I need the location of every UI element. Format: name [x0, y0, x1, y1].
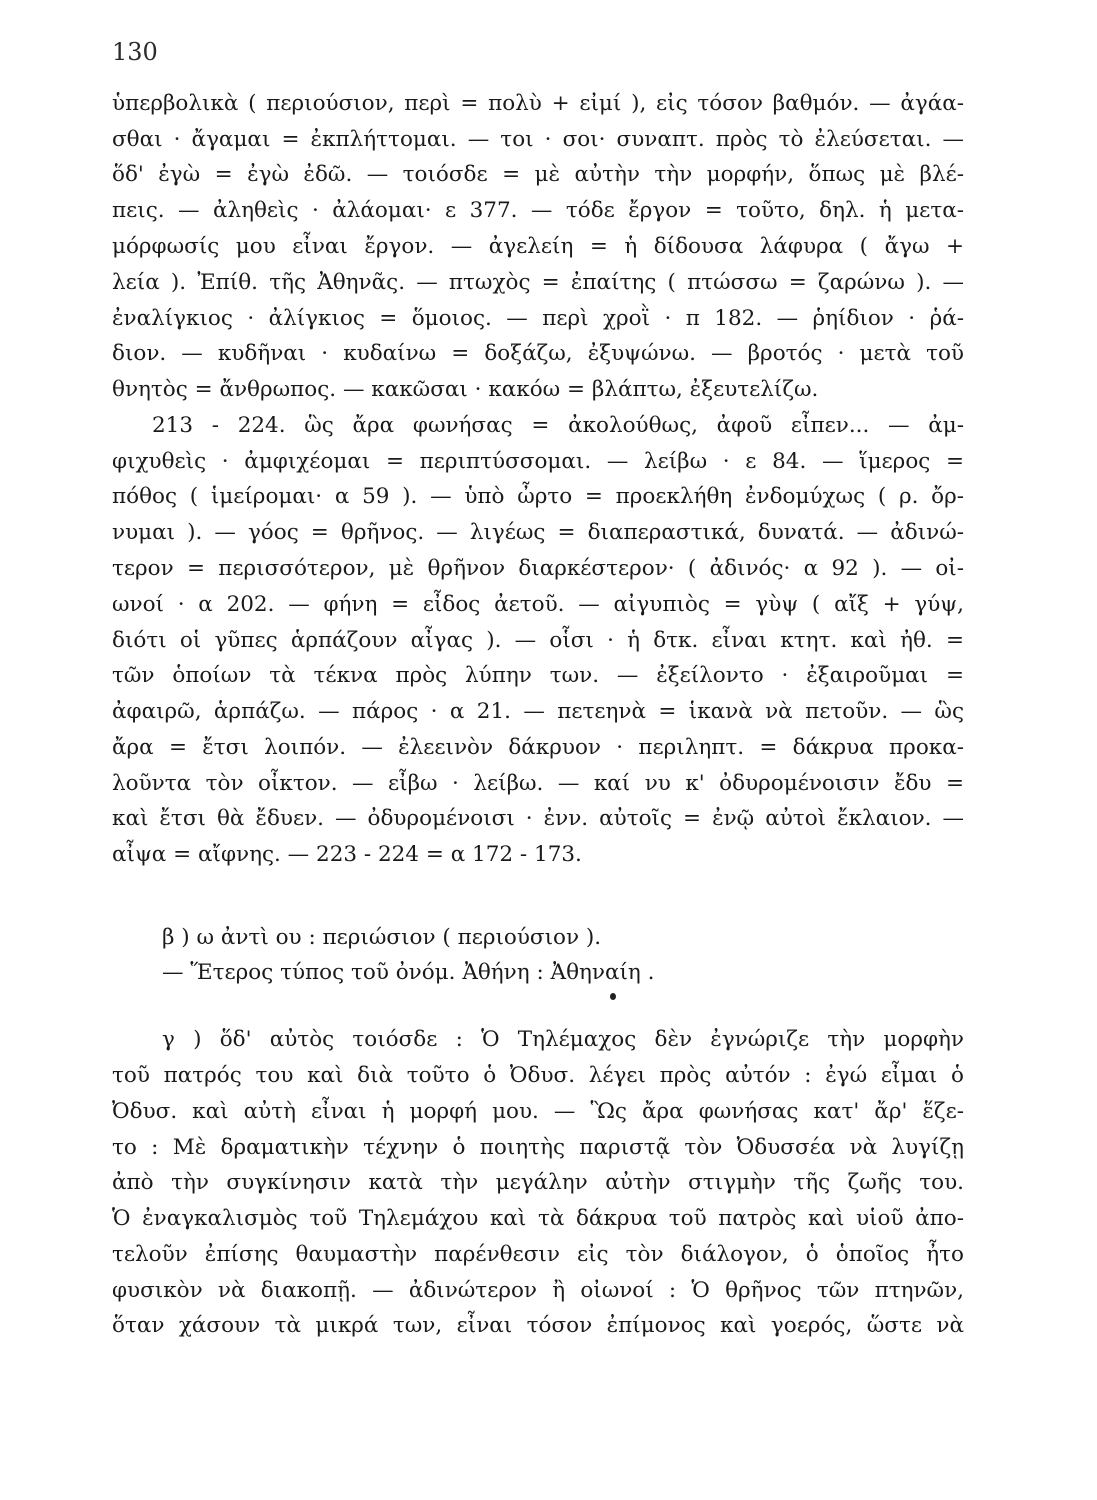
text-line: ἀπὸ τὴν συγκίνησιν κατὰ τὴν μεγάλην αὐτὴν στιγμὴν τῆς ζωῆς του.	[112, 1170, 964, 1195]
stray-dot	[610, 993, 616, 1000]
text-line: μόρφωσίς μου εἶναι ἔργον. — ἀγελείη = ἡ δίδουσα λάφυρα ( ἄγω +	[112, 234, 964, 259]
text-line: πόθος ( ἱμείρομαι· α 59 ). — ὑπὸ ὦρτο = προεκλήθη ἐνδομύχως ( ρ. ὄρ-	[112, 484, 964, 509]
text-line: Ὀδυσ. καὶ αὐτὴ εἶναι ἡ μορφή μου. — Ὣς ἄρα φωνήσας κατ' ἄρ' ἕζε-	[112, 1099, 964, 1124]
text-line: διότι οἱ γῦπες ἁρπάζουν αἶγας ). — οἷσι · ἡ δτκ. εἶναι κτητ. καὶ ἠθ. =	[112, 628, 964, 653]
text-line: τοῦ πατρός του καὶ διὰ τοῦτο ὁ Ὀδυσ. λέγει πρὸς αὐτόν : ἐγώ εἶμαι ὁ	[112, 1063, 964, 1088]
text-line: λοῦντα τὸν οἶκτον. — εἶβω · λείβω. — καί νυ κ' ὀδυρομένοισιν ἔδυ =	[112, 771, 964, 796]
text-line: Ὁ ἐναγκαλισμὸς τοῦ Τηλεμάχου καὶ τὰ δάκρυα τοῦ πατρὸς καὶ υἱοῦ ἀπο-	[112, 1206, 964, 1231]
text-line: τελοῦν ἐπίσης θαυμαστὴν παρένθεσιν εἰς τὸν διάλογον, ὁ ὁποῖος ἦτο	[112, 1242, 964, 1267]
text-line: νυμαι ). — γόος = θρῆνος. — λιγέως = διαπεραστικά, δυνατά. — ἀδινώ-	[112, 520, 964, 545]
text-line: γ ) ὅδ' αὐτὸς τοιόσδε : Ὁ Τηλέμαχος δὲν ἐγνώριζε τὴν μορφὴν	[162, 1027, 964, 1052]
text-line: αἶψα = αἴφνης. — 223 - 224 = α 172 - 173.	[112, 842, 582, 867]
text-line: ἐναλίγκιος · ἀλίγκιος = ὅμοιος. — περὶ χροῒ · π 182. — ῥηίδιον · ῥά-	[112, 306, 964, 331]
text-line: τῶν ὁποίων τὰ τέκνα πρὸς λύπην των. — ἐξείλοντο · ἐξαιροῦμαι =	[112, 663, 964, 688]
text-line: ἄρα = ἔτσι λοιπόν. — ἐλεεινὸν δάκρυον · περιληπτ. = δάκρυα προκα-	[112, 735, 964, 760]
text-line: 213 - 224. ὣς ἄρα φωνήσας = ἀκολούθως, ἀφοῦ εἶπεν... — ἀμ-	[152, 413, 964, 438]
text-line: σθαι · ἄγαμαι = ἐκπλήττομαι. — τοι · σοι· συναπτ. πρὸς τὸ ἐλεύσεται. —	[112, 127, 964, 152]
text-line: ωνοί · α 202. — φήνη = εἶδος ἀετοῦ. — αἰγυπιὸς = γὺψ ( αἴξ + γύψ,	[112, 592, 964, 617]
text-line: το : Μὲ δραματικὴν τέχνην ὁ ποιητὴς παριστᾷ τὸν Ὀδυσσέα νὰ λυγίζῃ	[112, 1135, 964, 1160]
text-line: ὅδ' ἐγὼ = ἐγὼ ἐδῶ. — τοιόσδε = μὲ αὐτὴν τὴν μορφήν, ὅπως μὲ βλέ-	[112, 162, 964, 187]
text-line: φιχυθεὶς · ἀμφιχέομαι = περιπτύσσομαι. — λείβω · ε 84. — ἵμερος =	[112, 449, 964, 474]
text-line: διον. — κυδῆναι · κυδαίνω = δοξάζω, ἐξυψώνω. — βροτός · μετὰ τοῦ	[112, 341, 964, 366]
text-line: — Ἕτερος τύπος τοῦ ὀνόμ. Ἀθήνη : Ἀθηναίη .	[162, 960, 655, 985]
text-line: θνητὸς = ἄνθρωπος. — κακῶσαι · κακόω = βλάπτω, ἐξευτελίζω.	[112, 377, 819, 402]
text-line: φυσικὸν νὰ διακοπῇ. — ἀδινώτερον ἢ οἰωνοί : Ὁ θρῆνος τῶν πτηνῶν,	[112, 1278, 964, 1303]
text-line: β ) ω ἀντὶ ου : περιώσιον ( περιούσιον ).	[162, 925, 602, 950]
text-line: πεις. — ἀληθεὶς · ἀλάομαι· ε 377. — τόδε ἔργον = τοῦτο, δηλ. ἡ μετα-	[112, 198, 964, 223]
text-line: ὅταν χάσουν τὰ μικρά των, εἶναι τόσον ἐπίμονος καὶ γοερός, ὥστε νὰ	[112, 1313, 964, 1338]
text-line: τερον = περισσότερον, μὲ θρῆνον διαρκέστερον· ( ἀδινός· α 92 ). — οἰ-	[112, 556, 964, 581]
text-line: λεία ). Ἐπίθ. τῆς Ἀθηνᾶς. — πτωχὸς = ἐπαίτης ( πτώσσω = ζαρώνω ). —	[112, 270, 964, 295]
text-line: καὶ ἔτσι θὰ ἔδυεν. — ὀδυρομένοισι · ἐνν. αὐτοῖς = ἐνῷ αὐτοὶ ἔκλαιον. —	[112, 806, 964, 831]
text-line: ἀφαιρῶ, ἁρπάζω. — πάρος · α 21. — πετεηνὰ = ἱκανὰ νὰ πετοῦν. — ὣς	[112, 699, 964, 724]
text-line: ὑπερβολικὰ ( περιούσιον, περὶ = πολὺ + εἰμί ), εἰς τόσον βαθμόν. — ἀγάα-	[112, 91, 964, 116]
page-number: 130	[112, 38, 158, 66]
